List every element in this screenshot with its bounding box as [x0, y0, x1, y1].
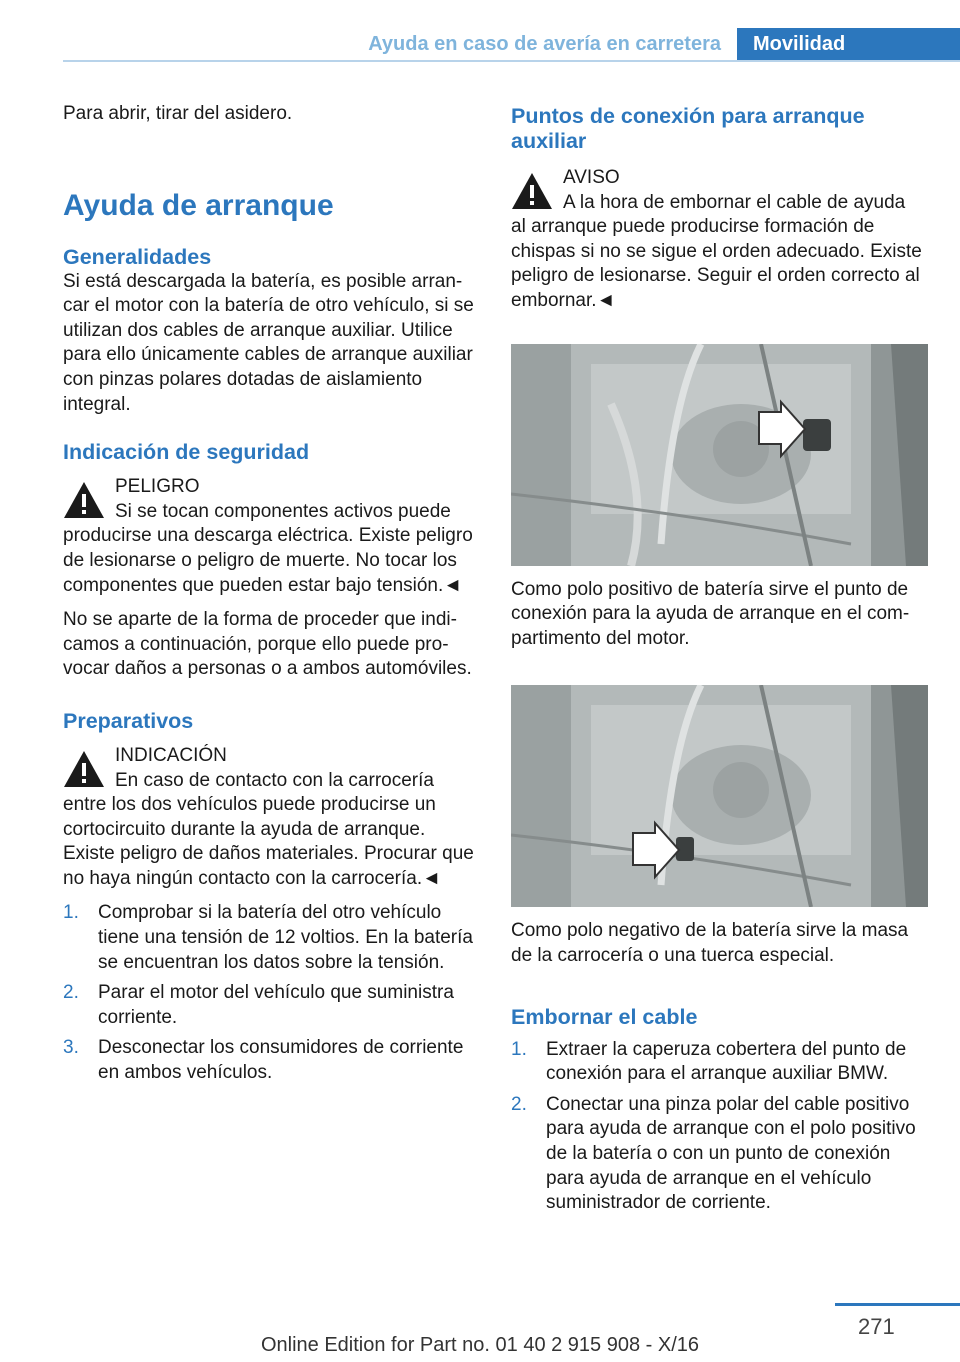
warning-text: al arranque puede producirse formación de chispas si no se sigue el orden adecuado. Existe peligro de lesionarse. Seguir el orden correcto al embornar.◄ — [511, 216, 922, 311]
warning-triangle-icon — [63, 481, 105, 519]
embornar-steps — [511, 1038, 929, 1216]
warning-triangle-icon — [63, 750, 105, 788]
warning-label: PELIGRO — [115, 476, 200, 498]
left-column — [63, 102, 481, 1092]
preparativos-steps — [63, 901, 481, 1085]
list-item — [511, 1093, 929, 1216]
heading-generalidades: Generalidades — [63, 244, 212, 269]
running-header-section: Ayuda en caso de avería en carretera — [368, 32, 721, 55]
warning-first-line: Si se tocan componentes activos puede — [115, 500, 451, 522]
step-text: Desconectar los consumidores de corriente en ambos vehículos. — [98, 1037, 464, 1084]
warning-label: AVISO — [563, 167, 620, 188]
step-text: Conectar una pinza polar del cable positivo para ayuda de arranque con el polo positivo de la batería o con un punto de conexión para ayuda de arranque en el vehículo suministrador de corriente. — [546, 1093, 916, 1214]
step-number: 1. — [63, 902, 79, 924]
step-number: 2. — [511, 1093, 527, 1115]
heading-seguridad: Indicación de seguridad — [63, 440, 310, 465]
heading-embornar: Embornar el cable — [511, 1004, 698, 1029]
step-text: Parar el motor del vehículo que suministra corriente. — [98, 982, 454, 1028]
warning-first-line: A la hora de embornar el cable de ayuda — [563, 191, 906, 213]
right-column — [511, 102, 929, 1222]
photo2-caption: Como polo negativo de la batería sirve la masa de la carrocería o una tuerca especial. — [511, 920, 909, 966]
engine-bay-photo-negative — [511, 685, 928, 907]
intro-text: Para abrir, tirar del asidero. — [63, 103, 293, 124]
heading-puntos-conexion: Puntos de conexión para arranque auxiliar — [511, 104, 865, 153]
list-item — [63, 901, 481, 975]
running-header-tab: Movilidad — [737, 28, 960, 60]
list-item — [63, 1036, 481, 1085]
warning-indicacion — [63, 744, 481, 892]
warning-text: producirse una descarga eléctrica. Existe peligro de lesionarse o peligro de muerte. No tocar los componentes que pueden estar bajo tensión.◄ — [63, 525, 473, 596]
step-number: 3. — [63, 1037, 79, 1059]
engine-bay-photo-positive — [511, 344, 928, 566]
seguridad-body: No se aparte de la forma de proceder que indicamos a continuación, porque ello puede provocar daños a personas o a ambos automóviles. — [63, 609, 472, 680]
generalidades-body: Si está descargada la batería, es posible arrancar el motor con la batería de otro vehículo, si se utilizan dos cables de arranque auxiliar. Utilice para ello únicamente cables de arranque auxiliar con pinzas polares dotadas de aislamiento integral. — [63, 270, 474, 415]
warning-peligro — [63, 475, 481, 598]
section-title: Ayuda de arranque — [63, 188, 334, 222]
warning-first-line: En caso de contacto con la carrocería — [115, 769, 434, 791]
page-number: 271 — [858, 1314, 895, 1339]
footer-rule — [835, 1303, 960, 1306]
list-item — [511, 1038, 929, 1087]
online-edition-note: Online Edition for Part no. 01 40 2 915 908 - X/16 — [260, 1334, 700, 1356]
photo1-caption: Como polo positivo de batería sirve el punto de conexión para la ayuda de arranque en el compartimento del motor. — [511, 578, 910, 649]
step-text: Extraer la caperuza cobertera del punto de conexión para el arranque auxiliar BMW. — [546, 1038, 907, 1085]
heading-preparativos: Preparativos — [63, 708, 194, 733]
warning-label: INDICACIÓN — [115, 744, 227, 766]
step-number: 2. — [63, 982, 79, 1004]
warning-text: entre los dos vehículos puede producirse un cortocircuito durante la ayuda de arranque. Existe peligro de daños materiales. Procurar que no haya ningún contacto con la carrocería.◄ — [63, 794, 474, 889]
list-item — [63, 981, 481, 1030]
step-number: 1. — [511, 1038, 527, 1060]
warning-aviso — [511, 166, 929, 314]
warning-triangle-icon — [511, 172, 553, 210]
header-rule — [63, 60, 960, 62]
step-text: Comprobar si la batería del otro vehículo tiene una tensión de 12 voltios. En la batería se encuentran los datos sobre la tensión. — [98, 902, 473, 973]
